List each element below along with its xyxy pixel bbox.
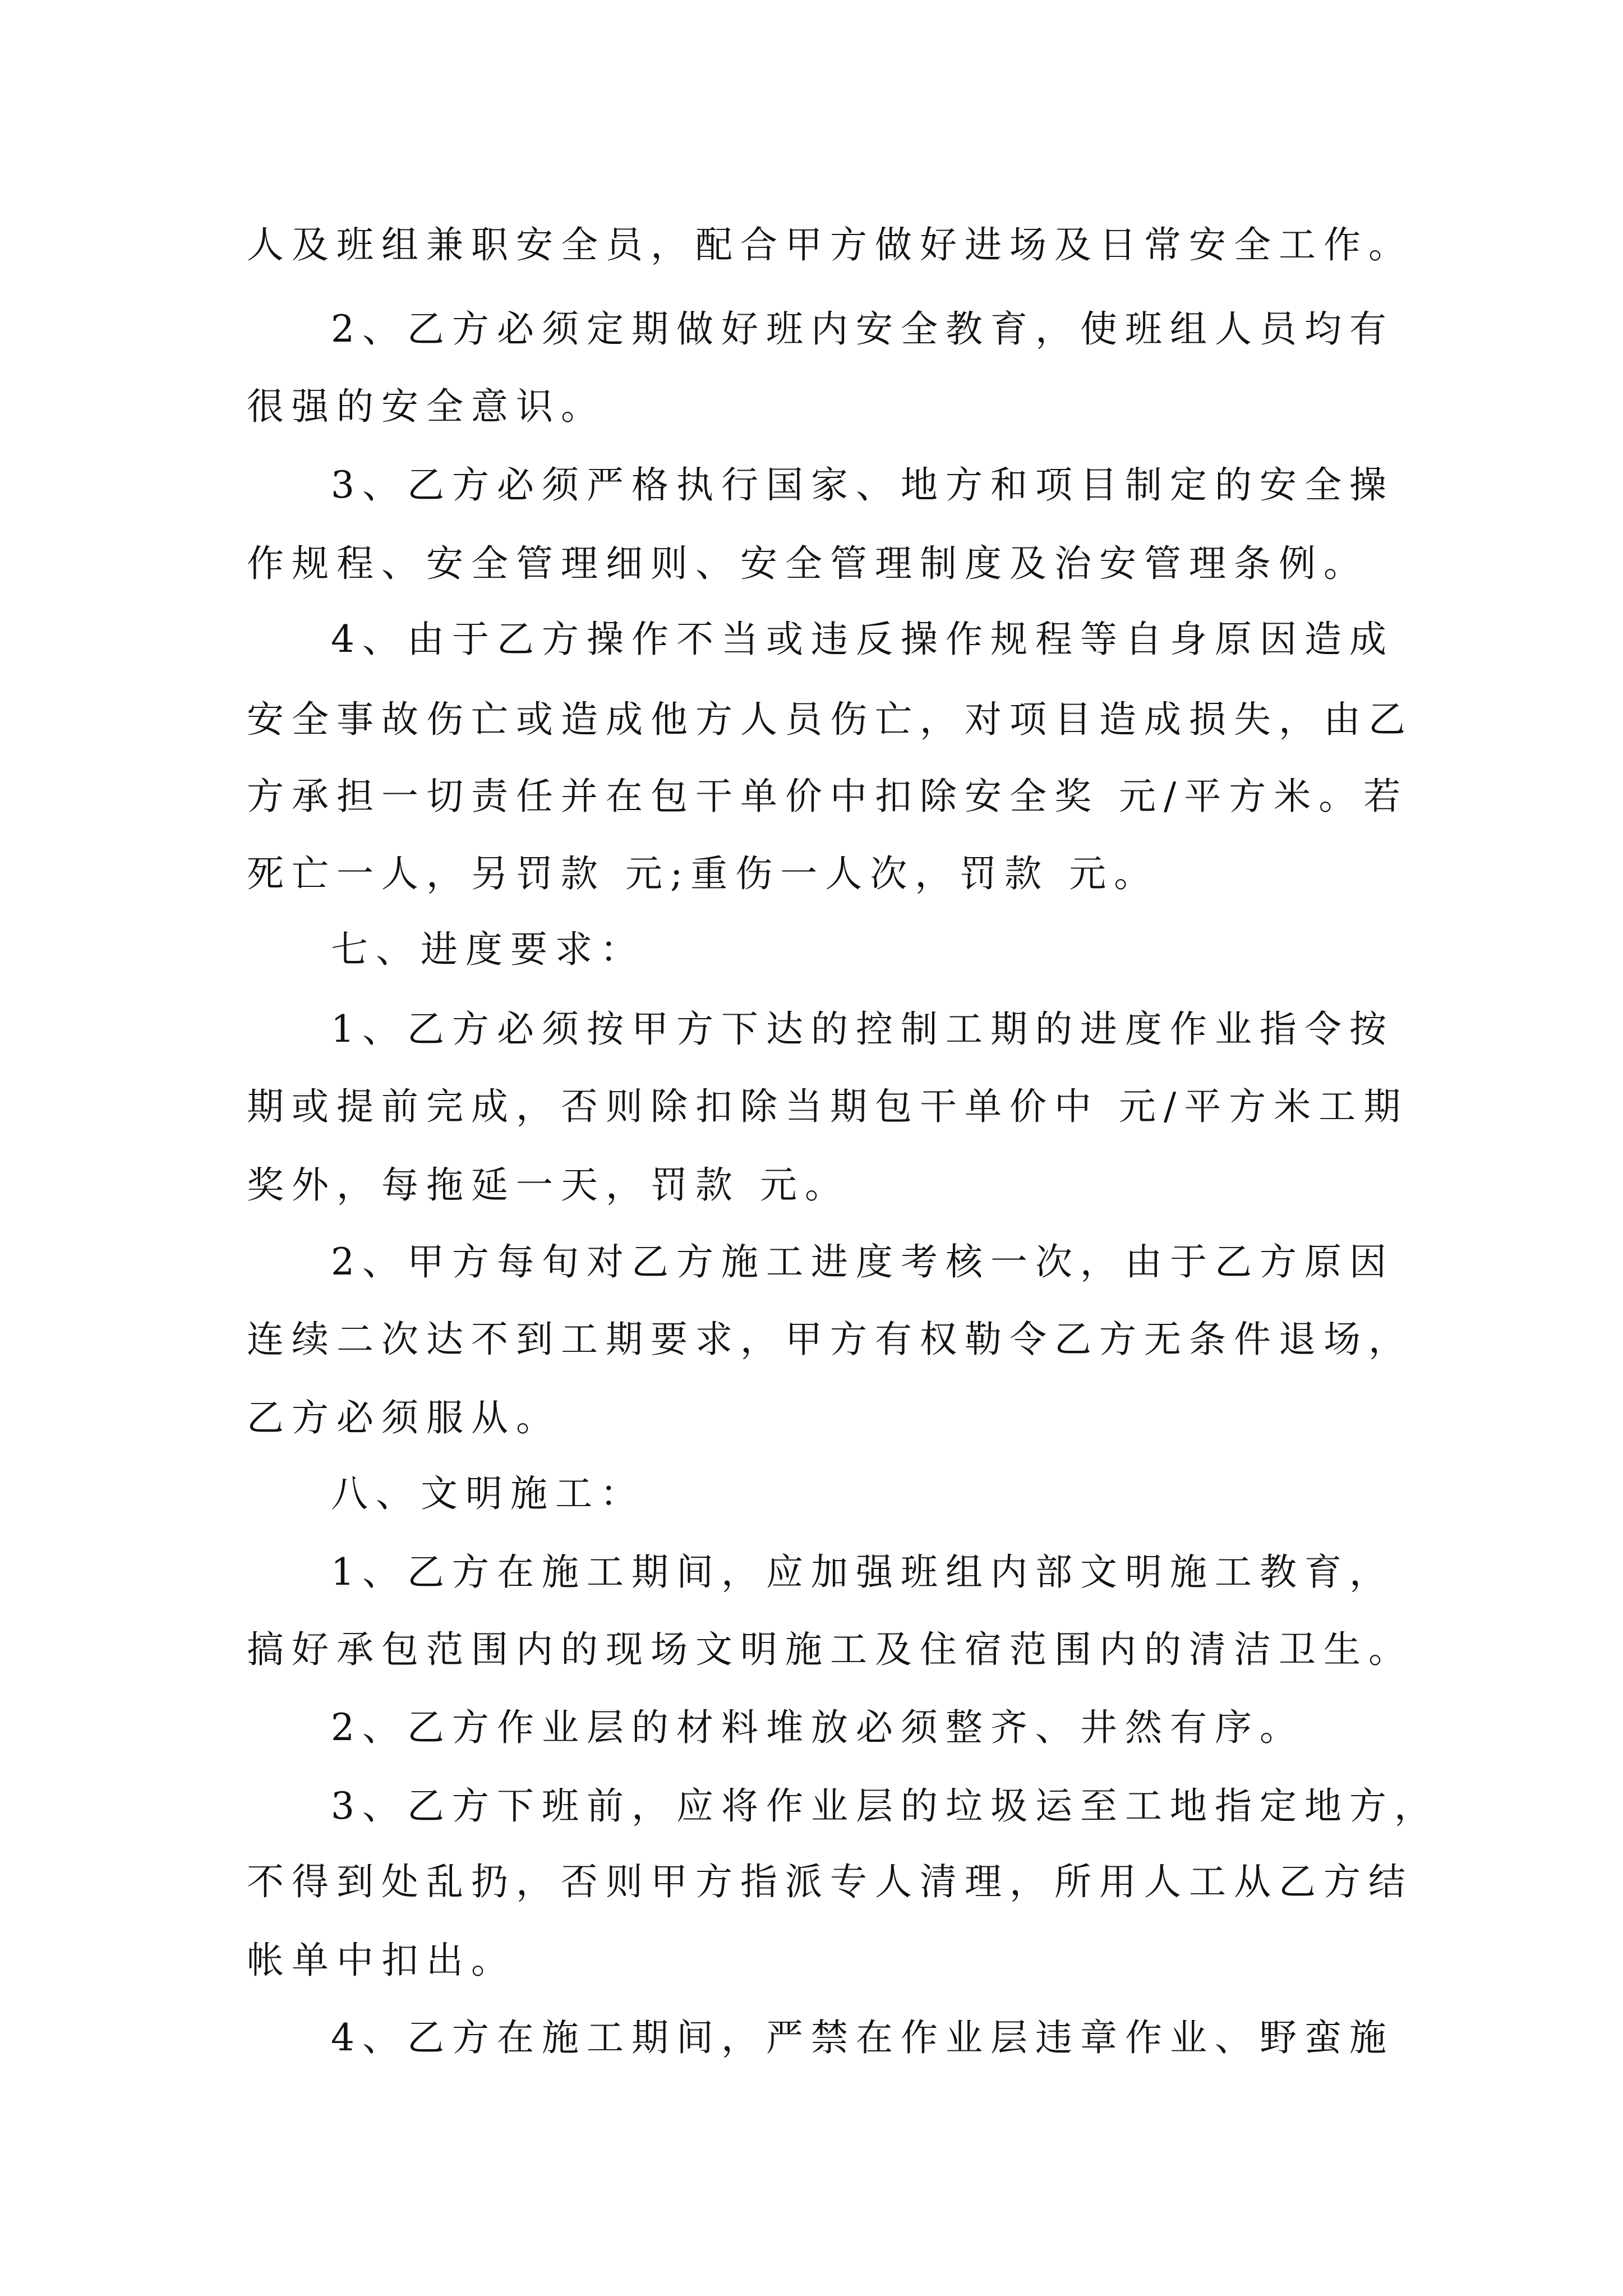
text-line: 4、由于乙方操作不当或违反操作规程等自身原因造成 <box>331 618 1394 661</box>
text-line: 4、乙方在施工期间，严禁在作业层违章作业、野蛮施 <box>331 2016 1394 2059</box>
text-line: 2、乙方作业层的材料堆放必须整齐、井然有序。 <box>331 1706 1304 1749</box>
text-line: 3、乙方下班前，应将作业层的垃圾运至工地指定地方， <box>331 1784 1439 1828</box>
text-line: 奖外，每拖延一天，罚款 元。 <box>247 1163 850 1207</box>
text-line: 安全事故伤亡或造成他方人员伤亡，对项目造成损失，由乙 <box>247 698 1413 741</box>
text-line: 期或提前完成，否则除扣除当期包干单价中 元/平方米工期 <box>247 1085 1409 1128</box>
text-line: 帐单中扣出。 <box>247 1939 516 1982</box>
text-line: 1、乙方在施工期间，应加强班组内部文明施工教育， <box>331 1550 1394 1594</box>
section-heading: 八、文明施工： <box>331 1472 645 1515</box>
text-line: 1、乙方必须按甲方下达的控制工期的进度作业指令按 <box>331 1007 1394 1051</box>
text-line: 很强的安全意识。 <box>247 385 606 428</box>
text-line: 3、乙方必须严格执行国家、地方和项目制定的安全操 <box>331 463 1394 507</box>
text-line: 人及班组兼职安全员，配合甲方做好进场及日常安全工作。 <box>247 223 1413 266</box>
text-line: 搞好承包范围内的现场文明施工及住宿范围内的清洁卫生。 <box>247 1628 1413 1671</box>
text-line: 作规程、安全管理细则、安全管理制度及治安管理条例。 <box>247 542 1368 585</box>
text-line: 2、乙方必须定期做好班内安全教育，使班组人员均有 <box>331 307 1394 351</box>
text-line: 死亡一人，另罚款 元;重伤一人次，罚款 元。 <box>247 852 1159 895</box>
text-line: 连续二次达不到工期要求，甲方有权勒令乙方无条件退场， <box>247 1318 1413 1361</box>
text-line: 2、甲方每旬对乙方施工进度考核一次，由于乙方原因 <box>331 1240 1394 1283</box>
text-line: 不得到处乱扔，否则甲方指派专人清理，所用人工从乙方结 <box>247 1860 1413 1903</box>
text-line: 乙方必须服从。 <box>247 1396 561 1439</box>
text-line: 方承担一切责任并在包干单价中扣除安全奖 元/平方米。若 <box>247 775 1409 818</box>
section-heading: 七、进度要求： <box>331 928 645 971</box>
